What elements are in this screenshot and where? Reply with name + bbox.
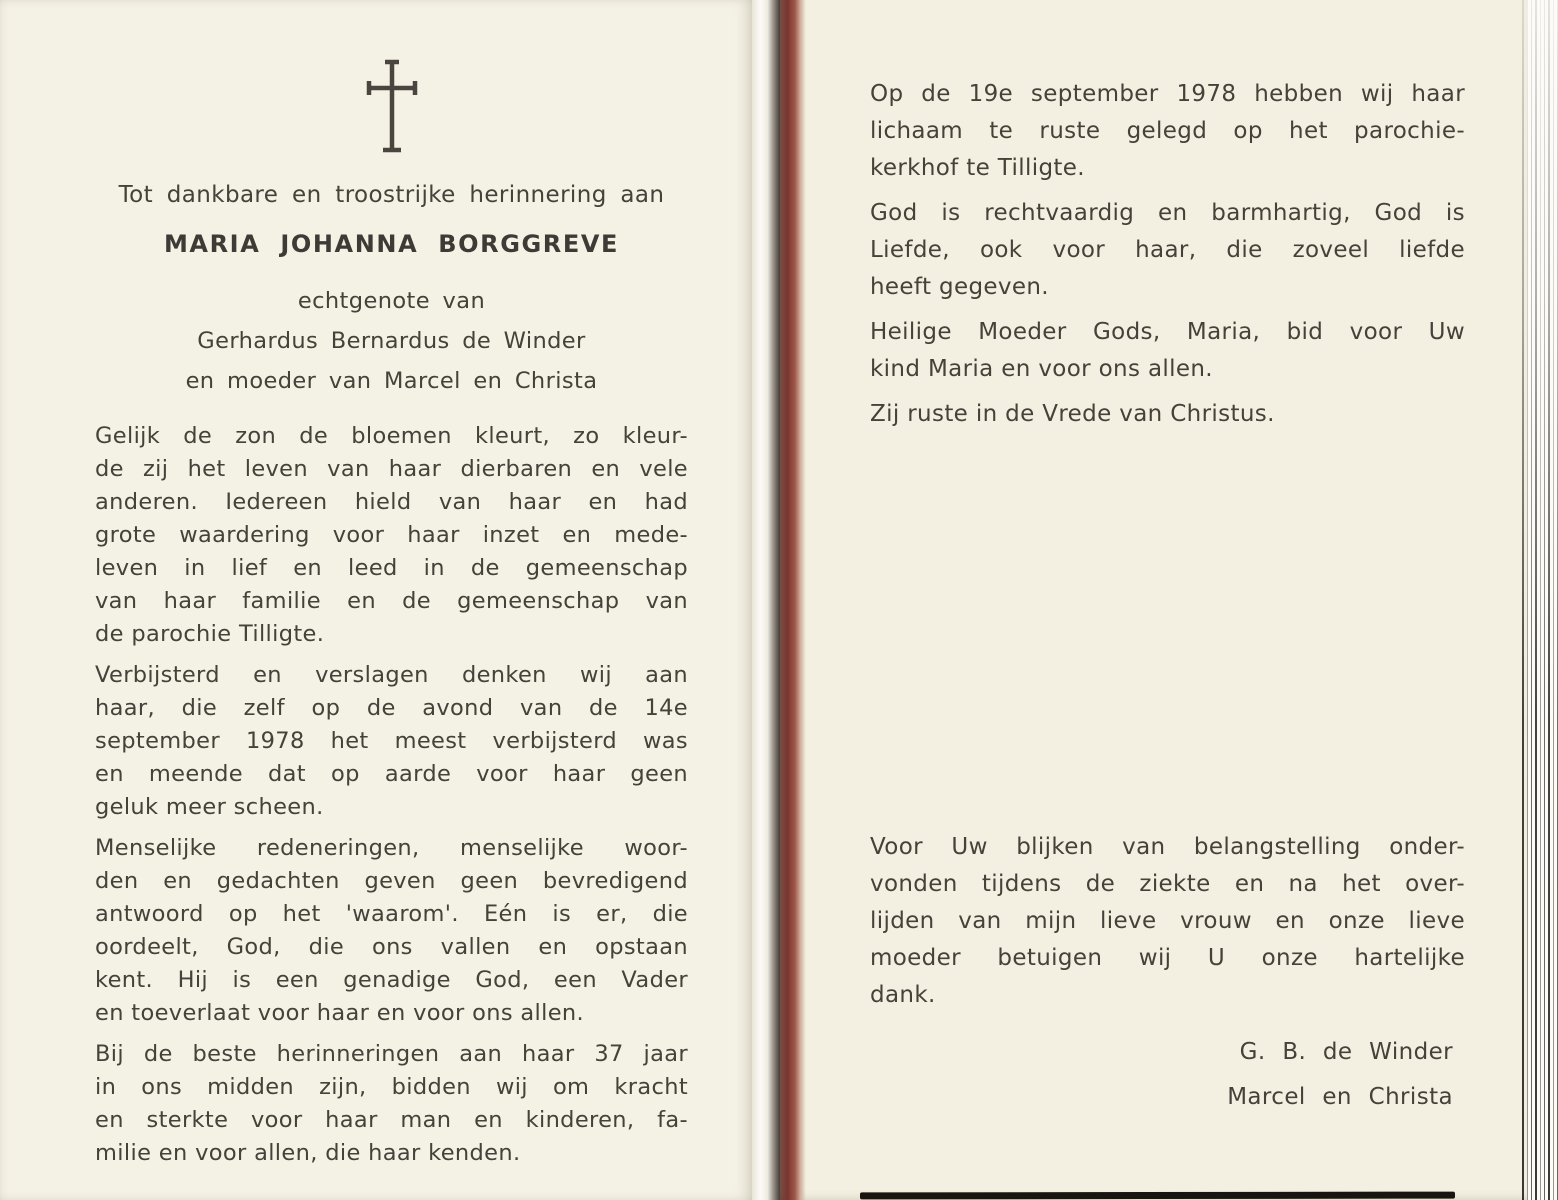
page-fold-shadow bbox=[752, 0, 780, 1200]
memorial-card-left-page bbox=[0, 0, 752, 1200]
text-line: God is rechtvaardig en barmhartig, God is bbox=[870, 200, 1465, 226]
memorial-paragraph-1 bbox=[95, 420, 688, 651]
text-line: Voor Uw blijken van belangstelling onder- bbox=[870, 834, 1465, 860]
text-line: antwoord op het 'waarom'. Eén is er, die bbox=[95, 901, 688, 927]
text-line: Liefde, ook voor haar, die zoveel liefde bbox=[870, 237, 1465, 263]
text-line: Menselijke redeneringen, menselijke woor- bbox=[95, 835, 688, 861]
text-line: Heilige Moeder Gods, Maria, bid voor Uw bbox=[870, 319, 1465, 345]
text-line: leven in lief en leed in de gemeenschap bbox=[95, 555, 688, 581]
text-line: anderen. Iedereen hield van haar en had bbox=[95, 489, 688, 515]
text-line: kind Maria en voor ons allen. bbox=[870, 356, 1213, 382]
deceased-name: MARIA JOHANNA BORGGREVE bbox=[163, 230, 620, 258]
latin-cross-icon bbox=[95, 58, 688, 154]
text-line: en toeverlaat voor haar en voor ons allen. bbox=[95, 1000, 585, 1026]
scan-bottom-edge-mark bbox=[860, 1192, 1455, 1200]
memorial-paragraph-4 bbox=[95, 1038, 688, 1170]
text-line: lijden van mijn lieve vrouw en onze lieve bbox=[870, 908, 1465, 934]
children-line: en moeder van Marcel en Christa bbox=[185, 368, 598, 394]
thanks-paragraph bbox=[870, 829, 1465, 1014]
text-line: van haar familie en de gemeenschap van bbox=[95, 588, 688, 614]
memorial-paragraph-2 bbox=[95, 659, 688, 824]
text-line: Gelijk de zon de bloemen kleurt, zo kleur- bbox=[95, 423, 688, 449]
rest-in-peace-line bbox=[870, 396, 1465, 433]
text-line: Bij de beste herinneringen aan haar 37 jaar bbox=[95, 1041, 688, 1067]
right-page-content bbox=[780, 76, 1527, 1120]
text-line: en sterkte voor haar man en kinderen, fa- bbox=[95, 1107, 688, 1133]
signature-children: Marcel en Christa bbox=[1227, 1084, 1453, 1110]
text-line: heeft gegeven. bbox=[870, 274, 1049, 300]
text-line: de parochie Tilligte. bbox=[95, 621, 325, 647]
text-line: moeder betuigen wij U onze hartelijke bbox=[870, 945, 1465, 971]
left-page-content bbox=[0, 58, 752, 1170]
burial-paragraph bbox=[870, 76, 1465, 187]
text-line: oordeelt, God, die ons vallen en opstaan bbox=[95, 934, 688, 960]
scan-edge-artifacts bbox=[1522, 0, 1558, 1200]
blank-space bbox=[870, 433, 1465, 829]
god-paragraph bbox=[870, 195, 1465, 306]
text-line: Zij ruste in de Vrede van Christus. bbox=[870, 401, 1275, 427]
signature-husband: G. B. de Winder bbox=[1239, 1039, 1453, 1065]
memorial-intro-line: Tot dankbare en troostrijke herinnering aan bbox=[118, 182, 665, 208]
text-line: geluk meer scheen. bbox=[95, 794, 324, 820]
text-line: dank. bbox=[870, 982, 936, 1008]
memorial-paragraph-3 bbox=[95, 832, 688, 1030]
text-line: Verbijsterd en verslagen denken wij aan bbox=[95, 662, 688, 688]
text-line: grote waardering voor haar inzet en mede- bbox=[95, 522, 688, 548]
text-line: vonden tijdens de ziekte en na het over- bbox=[870, 871, 1465, 897]
memorial-card-right-page bbox=[780, 0, 1527, 1200]
text-line: en meende dat op aarde voor haar geen bbox=[95, 761, 688, 787]
text-line: den en gedachten geven geen bevredigend bbox=[95, 868, 688, 894]
text-line: milie en voor allen, die haar kenden. bbox=[95, 1140, 521, 1166]
spouse-name-line: Gerhardus Bernardus de Winder bbox=[197, 328, 586, 354]
text-line: lichaam te ruste gelegd op het parochie- bbox=[870, 118, 1465, 144]
text-line: haar, die zelf op de avond van de 14e bbox=[95, 695, 688, 721]
text-line: kerkhof te Tilligte. bbox=[870, 155, 1085, 181]
prayer-paragraph bbox=[870, 314, 1465, 388]
text-line: september 1978 het meest verbijsterd was bbox=[95, 728, 688, 754]
text-line: in ons midden zijn, bidden wij om kracht bbox=[95, 1074, 688, 1100]
text-line: de zij het leven van haar dierbaren en vele bbox=[95, 456, 688, 482]
text-line: Op de 19e september 1978 hebben wij haar bbox=[870, 81, 1465, 107]
relation-line-spouse-of: echtgenote van bbox=[297, 288, 486, 314]
text-line: kent. Hij is een genadige God, een Vader bbox=[95, 967, 688, 993]
